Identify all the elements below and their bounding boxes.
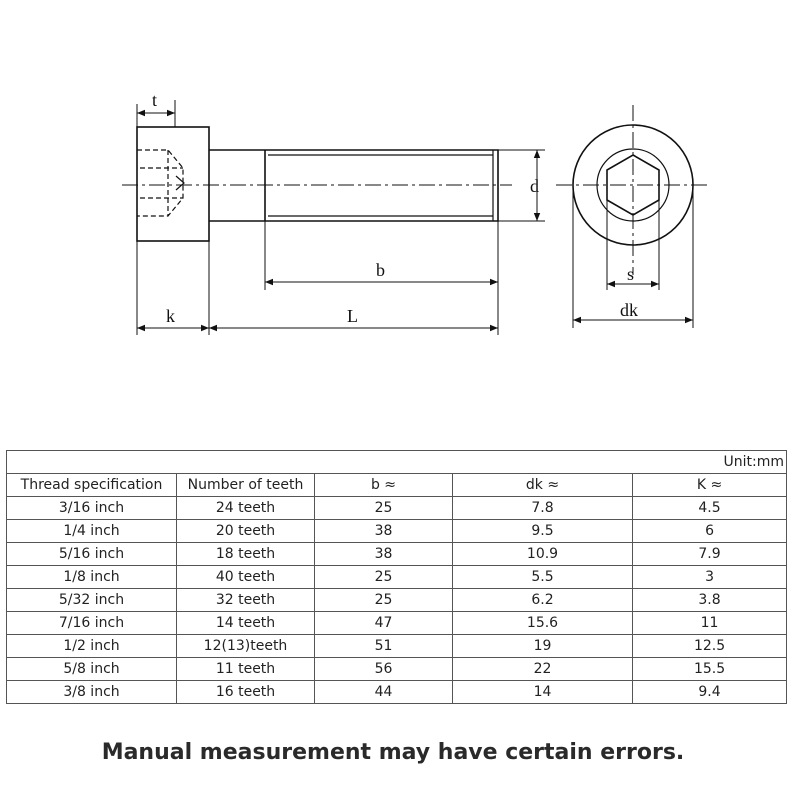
- cell-k: 12.5: [633, 635, 787, 658]
- cell-dk: 15.6: [453, 612, 633, 635]
- cell-b: 51: [315, 635, 453, 658]
- cell-dk: 14: [453, 681, 633, 704]
- cell-k: 3: [633, 566, 787, 589]
- cell-teeth: 32 teeth: [177, 589, 315, 612]
- table-row: [7, 520, 787, 543]
- cell-b: 25: [315, 589, 453, 612]
- cell-b: 44: [315, 681, 453, 704]
- table-row: [7, 589, 787, 612]
- cell-teeth: 20 teeth: [177, 520, 315, 543]
- cell-teeth: 14 teeth: [177, 612, 315, 635]
- cell-thread-spec: 1/8 inch: [7, 566, 177, 589]
- cell-b: 38: [315, 520, 453, 543]
- cell-teeth: 12(13)teeth: [177, 635, 315, 658]
- table-row: [7, 612, 787, 635]
- cell-b: 56: [315, 658, 453, 681]
- cell-dk: 22: [453, 658, 633, 681]
- label-t: t: [152, 90, 158, 110]
- header-k: K ≈: [633, 474, 787, 497]
- cell-k: 4.5: [633, 497, 787, 520]
- cell-thread-spec: 5/32 inch: [7, 589, 177, 612]
- cell-b: 47: [315, 612, 453, 635]
- table-row: [7, 543, 787, 566]
- cell-dk: 19: [453, 635, 633, 658]
- cell-teeth: 24 teeth: [177, 497, 315, 520]
- table-row: [7, 566, 787, 589]
- table-row: [7, 681, 787, 704]
- header-row: [7, 474, 787, 497]
- cell-teeth: 18 teeth: [177, 543, 315, 566]
- cell-thread-spec: 7/16 inch: [7, 612, 177, 635]
- cell-thread-spec: 3/8 inch: [7, 681, 177, 704]
- label-s: s: [627, 264, 635, 284]
- cell-dk: 9.5: [453, 520, 633, 543]
- cell-dk: 5.5: [453, 566, 633, 589]
- socket-recess-hidden: [137, 150, 183, 216]
- cell-dk: 10.9: [453, 543, 633, 566]
- cell-teeth: 11 teeth: [177, 658, 315, 681]
- header-thread-spec: Thread specification: [7, 474, 177, 497]
- unit-label: Unit:mm: [7, 451, 787, 474]
- cell-k: 9.4: [633, 681, 787, 704]
- header-dk: dk ≈: [453, 474, 633, 497]
- cell-teeth: 40 teeth: [177, 566, 315, 589]
- table-row: [7, 497, 787, 520]
- cell-dk: 6.2: [453, 589, 633, 612]
- unit-row: [7, 451, 787, 474]
- cell-thread-spec: 3/16 inch: [7, 497, 177, 520]
- cell-k: 3.8: [633, 589, 787, 612]
- header-b: b ≈: [315, 474, 453, 497]
- cell-thread-spec: 5/16 inch: [7, 543, 177, 566]
- cell-thread-spec: 1/2 inch: [7, 635, 177, 658]
- cell-dk: 7.8: [453, 497, 633, 520]
- table-row: [7, 635, 787, 658]
- cell-k: 7.9: [633, 543, 787, 566]
- label-dk: dk: [620, 300, 638, 320]
- cell-thread-spec: 5/8 inch: [7, 658, 177, 681]
- label-k: k: [166, 306, 175, 326]
- cell-k: 15.5: [633, 658, 787, 681]
- bolt-head-side: [137, 127, 209, 241]
- label-L: L: [347, 306, 358, 326]
- disclaimer-note: Manual measurement may have certain errors.: [101, 740, 685, 765]
- cell-b: 38: [315, 543, 453, 566]
- header-teeth: Number of teeth: [177, 474, 315, 497]
- cell-k: 11: [633, 612, 787, 635]
- cell-b: 25: [315, 566, 453, 589]
- spec-table: [6, 450, 787, 704]
- cell-thread-spec: 1/4 inch: [7, 520, 177, 543]
- cell-k: 6: [633, 520, 787, 543]
- label-b: b: [376, 260, 385, 280]
- cell-teeth: 16 teeth: [177, 681, 315, 704]
- label-d: d: [530, 176, 539, 196]
- cell-b: 25: [315, 497, 453, 520]
- table-row: [7, 658, 787, 681]
